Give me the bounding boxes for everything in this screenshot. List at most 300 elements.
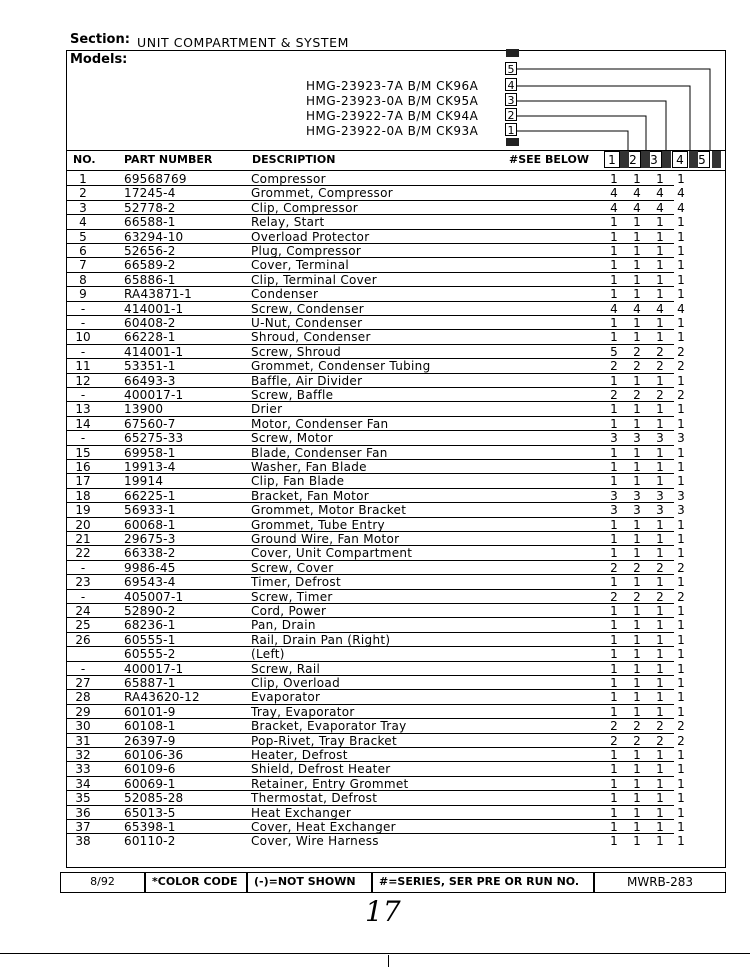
row-description: Screw, Baffle: [251, 388, 334, 402]
row-quantity: 1: [677, 805, 685, 820]
row-quantity: 2: [610, 388, 618, 402]
row-quantity: 1: [656, 445, 664, 460]
row-quantity: 1: [656, 676, 664, 690]
row-quantity: 1: [610, 532, 618, 546]
row-part-number: 19914: [124, 474, 164, 489]
row-quantity: 1: [677, 776, 685, 791]
row-quantity: 1: [633, 244, 641, 258]
row-part-number: 66338-2: [124, 546, 176, 561]
table-row: [66, 719, 726, 733]
row-part-number: 65275-33: [124, 431, 184, 446]
row-quantity: 1: [677, 676, 685, 690]
row-description: Washer, Fan Blade: [251, 460, 367, 474]
row-quantity: 3: [656, 503, 664, 518]
table-row: [66, 273, 726, 287]
row-quantity: 1: [610, 316, 618, 330]
row-quantity: 1: [633, 330, 641, 345]
model-line: HMG-23923-7A B/M CK96A: [306, 79, 479, 93]
row-description: Screw, Timer: [251, 589, 333, 604]
row-quantity: 1: [677, 748, 685, 762]
row-quantity: 3: [677, 503, 685, 518]
footer-date: 8/92: [60, 872, 145, 893]
row-item-number: 14: [75, 416, 91, 431]
row-quantity: 1: [677, 546, 685, 561]
row-item-number: 32: [75, 748, 91, 762]
page-center-tick: [388, 955, 389, 967]
row-item-number: 2: [79, 186, 87, 201]
row-quantity: 1: [633, 474, 641, 489]
row-quantity: 1: [656, 373, 664, 388]
row-quantity: 1: [610, 618, 618, 633]
row-quantity: 1: [610, 229, 618, 244]
model-col-box: 3: [505, 93, 517, 106]
row-quantity: 1: [677, 661, 685, 676]
row-quantity: 1: [633, 676, 641, 690]
footer-series: #=SERIES, SER PRE OR RUN NO.: [372, 872, 594, 893]
row-quantity: 2: [610, 359, 618, 374]
table-row: [66, 618, 726, 632]
header-bottom-rule: [66, 170, 726, 171]
row-quantity: 2: [633, 344, 641, 359]
row-quantity: 2: [656, 733, 664, 748]
row-quantity: 1: [633, 604, 641, 618]
row-quantity: 1: [633, 834, 641, 849]
row-quantity: 1: [633, 748, 641, 762]
row-quantity: 1: [656, 834, 664, 849]
table-row: [66, 647, 726, 661]
row-item-number: 28: [75, 690, 91, 705]
row-quantity: 1: [610, 460, 618, 474]
row-description: Cover, Heat Exchanger: [251, 820, 396, 834]
row-description: Heater, Defrost: [251, 748, 348, 762]
row-quantity: 1: [633, 632, 641, 647]
row-description: Thermostat, Defrost: [251, 791, 378, 806]
row-quantity: 1: [610, 604, 618, 618]
row-quantity: 1: [656, 704, 664, 719]
row-description: Screw, Condenser: [251, 301, 365, 316]
table-row: [66, 388, 726, 402]
row-quantity: 1: [633, 805, 641, 820]
row-quantity: 5: [610, 344, 618, 359]
row-quantity: 1: [633, 791, 641, 806]
row-item-number: 34: [75, 776, 91, 791]
row-quantity: 1: [610, 445, 618, 460]
model-marker-top: [506, 49, 519, 57]
row-description: Ground Wire, Fan Motor: [251, 532, 400, 546]
row-item-number: 18: [75, 488, 91, 503]
row-quantity: 1: [633, 517, 641, 532]
row-quantity: 1: [610, 215, 618, 230]
row-part-number: 13900: [124, 402, 164, 417]
model-line: HMG-23922-7A B/M CK94A: [306, 109, 479, 123]
row-item-number: 30: [75, 719, 91, 734]
row-quantity: 1: [677, 690, 685, 705]
table-row: [66, 662, 726, 676]
row-part-number: 405007-1: [124, 589, 184, 604]
row-description: Relay, Start: [251, 215, 325, 230]
row-item-number: 7: [79, 258, 87, 273]
model-col-box-5: 5: [505, 62, 517, 75]
column-header-marker: [641, 151, 650, 168]
row-item-number: 8: [79, 272, 87, 287]
table-row: [66, 172, 726, 186]
row-quantity: 1: [633, 272, 641, 287]
table-row: [66, 777, 726, 791]
row-item-number: 5: [79, 229, 87, 244]
row-quantity: 2: [633, 589, 641, 604]
row-quantity: 4: [610, 200, 618, 215]
row-item-number: 22: [75, 546, 91, 561]
table-row: [66, 820, 726, 834]
row-description: Grommet, Tube Entry: [251, 517, 385, 532]
column-header-4: 4: [672, 151, 688, 168]
table-row: [66, 402, 726, 416]
row-part-number: RA43620-12: [124, 690, 200, 705]
row-quantity: 1: [633, 532, 641, 546]
row-quantity: 1: [610, 272, 618, 287]
row-part-number: 67560-7: [124, 416, 176, 431]
row-quantity: 1: [610, 258, 618, 273]
row-quantity: 1: [677, 416, 685, 431]
row-item-number: 13: [75, 402, 91, 417]
row-item-number: 37: [75, 820, 91, 834]
row-quantity: 2: [633, 560, 641, 575]
row-quantity: 4: [610, 186, 618, 201]
row-quantity: 1: [656, 748, 664, 762]
row-quantity: 4: [656, 200, 664, 215]
row-part-number: 60555-2: [124, 647, 176, 662]
row-quantity: 1: [656, 661, 664, 676]
row-item-number: 1: [79, 172, 87, 186]
row-quantity: 1: [633, 575, 641, 590]
row-part-number: 65887-1: [124, 676, 176, 690]
row-quantity: 1: [633, 762, 641, 777]
table-row: [66, 518, 726, 532]
row-quantity: 1: [677, 474, 685, 489]
row-item-number: 21: [75, 532, 91, 546]
row-quantity: 3: [610, 488, 618, 503]
row-quantity: 1: [610, 244, 618, 258]
row-quantity: 1: [633, 229, 641, 244]
row-quantity: 4: [677, 301, 685, 316]
table-row: [66, 791, 726, 805]
header-see-below: #SEE BELOW: [509, 153, 589, 166]
row-quantity: 2: [633, 733, 641, 748]
row-item-number: 11: [75, 359, 91, 374]
row-description: Grommet, Compressor: [251, 186, 393, 201]
row-quantity: 2: [677, 359, 685, 374]
row-part-number: 69958-1: [124, 445, 176, 460]
row-description: U-Nut, Condenser: [251, 316, 363, 330]
row-description: Plug, Compressor: [251, 244, 362, 258]
row-description: Screw, Cover: [251, 560, 334, 575]
row-item-number: 17: [75, 474, 91, 489]
row-quantity: 1: [610, 546, 618, 561]
row-quantity: 1: [656, 172, 664, 186]
row-part-number: 60555-1: [124, 632, 176, 647]
row-description: Grommet, Condenser Tubing: [251, 359, 431, 374]
row-item-number: -: [80, 344, 86, 359]
row-quantity: 1: [633, 402, 641, 417]
row-quantity: 1: [633, 546, 641, 561]
row-item-number: 29: [75, 704, 91, 719]
model-col-box: 4: [505, 78, 517, 91]
column-header-3: 3: [646, 151, 662, 168]
row-quantity: 1: [656, 820, 664, 834]
row-quantity: 4: [677, 186, 685, 201]
row-quantity: 1: [656, 618, 664, 633]
row-quantity: 1: [656, 287, 664, 302]
row-quantity: 1: [656, 474, 664, 489]
row-quantity: 2: [656, 344, 664, 359]
row-quantity: 2: [677, 560, 685, 575]
column-header-1: 1: [604, 151, 620, 168]
row-quantity: 1: [656, 805, 664, 820]
footer-color-code: *COLOR CODE: [145, 872, 247, 893]
column-header-marker: [689, 151, 698, 168]
row-quantity: 1: [610, 676, 618, 690]
row-part-number: 60110-2: [124, 834, 176, 849]
row-item-number: 31: [75, 733, 91, 748]
row-item-number: 19: [75, 503, 91, 518]
row-quantity: 1: [610, 661, 618, 676]
row-quantity: 1: [610, 517, 618, 532]
row-item-number: 4: [79, 215, 87, 230]
row-quantity: 1: [633, 776, 641, 791]
row-quantity: 1: [610, 791, 618, 806]
row-description: Screw, Motor: [251, 431, 333, 446]
row-description: (Left): [251, 647, 285, 662]
row-quantity: 2: [656, 589, 664, 604]
row-quantity: 3: [633, 431, 641, 446]
row-part-number: 66588-1: [124, 215, 176, 230]
row-quantity: 1: [633, 661, 641, 676]
table-row: [66, 489, 726, 503]
row-quantity: 1: [677, 791, 685, 806]
table-row: [66, 474, 726, 488]
row-description: Motor, Condenser Fan: [251, 416, 389, 431]
table-row: [66, 834, 726, 848]
table-row: [66, 575, 726, 589]
model-line: HMG-23922-0A B/M CK93A: [306, 124, 479, 138]
model-marker-bottom: [506, 138, 519, 146]
row-item-number: -: [80, 431, 86, 446]
row-description: Overload Protector: [251, 229, 370, 244]
row-quantity: 3: [677, 488, 685, 503]
row-quantity: 4: [633, 200, 641, 215]
row-part-number: 414001-1: [124, 301, 184, 316]
row-quantity: 1: [677, 229, 685, 244]
row-part-number: 52778-2: [124, 200, 176, 215]
row-description: Cover, Terminal: [251, 258, 349, 273]
row-quantity: 1: [610, 762, 618, 777]
row-description: Cord, Power: [251, 604, 327, 618]
table-row: [66, 705, 726, 719]
row-quantity: 1: [610, 330, 618, 345]
row-quantity: 4: [656, 186, 664, 201]
row-quantity: 1: [610, 704, 618, 719]
table-row: [66, 546, 726, 560]
row-quantity: 1: [633, 445, 641, 460]
row-part-number: 60108-1: [124, 719, 176, 734]
row-quantity: 1: [677, 647, 685, 662]
row-quantity: 1: [656, 244, 664, 258]
row-quantity: 1: [656, 604, 664, 618]
row-quantity: 2: [633, 388, 641, 402]
row-part-number: 60109-6: [124, 762, 176, 777]
row-item-number: 36: [75, 805, 91, 820]
row-quantity: 1: [677, 445, 685, 460]
row-part-number: 17245-4: [124, 186, 176, 201]
row-description: Evaporator: [251, 690, 321, 705]
row-part-number: 26397-9: [124, 733, 176, 748]
header-part-number: PART NUMBER: [124, 153, 213, 166]
row-quantity: 1: [656, 416, 664, 431]
row-description: Screw, Rail: [251, 661, 321, 676]
row-part-number: 53351-1: [124, 359, 176, 374]
model-col-box: 1: [505, 123, 517, 136]
table-row: [66, 633, 726, 647]
row-part-number: 400017-1: [124, 661, 184, 676]
row-quantity: 1: [633, 172, 641, 186]
row-quantity: 1: [656, 647, 664, 662]
header-no: NO.: [73, 153, 96, 166]
row-quantity: 2: [677, 344, 685, 359]
row-part-number: 56933-1: [124, 503, 176, 518]
table-row: [66, 431, 726, 445]
row-part-number: 63294-10: [124, 229, 184, 244]
table-row: [66, 532, 726, 546]
row-quantity: 1: [656, 517, 664, 532]
row-description: Screw, Shroud: [251, 344, 342, 359]
row-quantity: 1: [656, 632, 664, 647]
table-row: [66, 676, 726, 690]
row-quantity: 1: [633, 287, 641, 302]
row-item-number: 38: [75, 834, 91, 849]
row-part-number: 52890-2: [124, 604, 176, 618]
row-quantity: 1: [633, 618, 641, 633]
row-quantity: 1: [677, 373, 685, 388]
section-label: Section:: [70, 32, 130, 47]
row-quantity: 2: [633, 359, 641, 374]
row-quantity: 1: [633, 820, 641, 834]
row-quantity: 1: [610, 172, 618, 186]
row-part-number: 66493-3: [124, 373, 176, 388]
row-quantity: 1: [677, 834, 685, 849]
table-row: [66, 258, 726, 272]
table-row: [66, 186, 726, 200]
row-quantity: 2: [610, 560, 618, 575]
table-row: [66, 417, 726, 431]
row-quantity: 1: [656, 791, 664, 806]
row-quantity: 1: [610, 287, 618, 302]
column-header-marker: [662, 151, 671, 168]
table-row: [66, 590, 726, 604]
row-part-number: 60106-36: [124, 748, 184, 762]
row-quantity: 1: [656, 776, 664, 791]
row-quantity: 1: [610, 474, 618, 489]
row-item-number: 26: [75, 632, 91, 647]
row-quantity: 1: [610, 834, 618, 849]
footer-doc-number: MWRB-283: [594, 872, 726, 893]
row-description: Pan, Drain: [251, 618, 316, 633]
row-quantity: 1: [677, 460, 685, 474]
table-row: [66, 230, 726, 244]
page-bottom-rule: [0, 953, 750, 954]
row-part-number: 60408-2: [124, 316, 176, 330]
row-item-number: 23: [75, 575, 91, 590]
table-row: [66, 762, 726, 776]
row-item-number: 15: [75, 445, 91, 460]
table-row: [66, 359, 726, 373]
row-quantity: 4: [633, 186, 641, 201]
row-quantity: 1: [656, 546, 664, 561]
row-quantity: 1: [677, 762, 685, 777]
row-item-number: -: [80, 301, 86, 316]
row-quantity: 2: [610, 589, 618, 604]
row-item-number: 3: [79, 200, 87, 215]
row-quantity: 1: [677, 330, 685, 345]
row-description: Baffle, Air Divider: [251, 373, 363, 388]
row-quantity: 2: [610, 733, 618, 748]
row-quantity: 2: [677, 388, 685, 402]
row-description: Clip, Fan Blade: [251, 474, 345, 489]
column-header-2: 2: [625, 151, 641, 168]
row-description: Tray, Evaporator: [251, 704, 355, 719]
row-quantity: 1: [656, 215, 664, 230]
row-part-number: 52656-2: [124, 244, 176, 258]
row-item-number: 10: [75, 330, 91, 345]
row-quantity: 1: [656, 229, 664, 244]
row-quantity: 1: [610, 632, 618, 647]
row-quantity: 1: [656, 762, 664, 777]
row-description: Pop-Rivet, Tray Bracket: [251, 733, 397, 748]
row-part-number: 29675-3: [124, 532, 176, 546]
row-quantity: 1: [633, 258, 641, 273]
row-item-number: -: [80, 388, 86, 402]
table-row: [66, 330, 726, 344]
row-quantity: 1: [610, 416, 618, 431]
row-quantity: 1: [677, 532, 685, 546]
row-quantity: 1: [656, 575, 664, 590]
row-quantity: 2: [677, 589, 685, 604]
row-quantity: 3: [610, 503, 618, 518]
table-row: [66, 287, 726, 301]
row-quantity: 4: [610, 301, 618, 316]
row-quantity: 1: [677, 172, 685, 186]
section-value: UNIT COMPARTMENT & SYSTEM: [137, 35, 350, 50]
row-quantity: 1: [677, 316, 685, 330]
table-row: [66, 215, 726, 229]
row-description: Bracket, Evaporator Tray: [251, 719, 407, 734]
row-quantity: 2: [677, 719, 685, 734]
row-description: Condenser: [251, 287, 319, 302]
row-description: Clip, Terminal Cover: [251, 272, 377, 287]
row-quantity: 1: [677, 258, 685, 273]
row-quantity: 2: [677, 733, 685, 748]
row-quantity: 3: [610, 431, 618, 446]
row-quantity: 2: [656, 388, 664, 402]
row-description: Drier: [251, 402, 283, 417]
row-quantity: 2: [633, 719, 641, 734]
row-quantity: 3: [656, 431, 664, 446]
row-quantity: 1: [610, 647, 618, 662]
row-quantity: 3: [633, 488, 641, 503]
table-row: [66, 806, 726, 820]
row-description: Cover, Unit Compartment: [251, 546, 413, 561]
table-row: [66, 446, 726, 460]
table-row: [66, 244, 726, 258]
